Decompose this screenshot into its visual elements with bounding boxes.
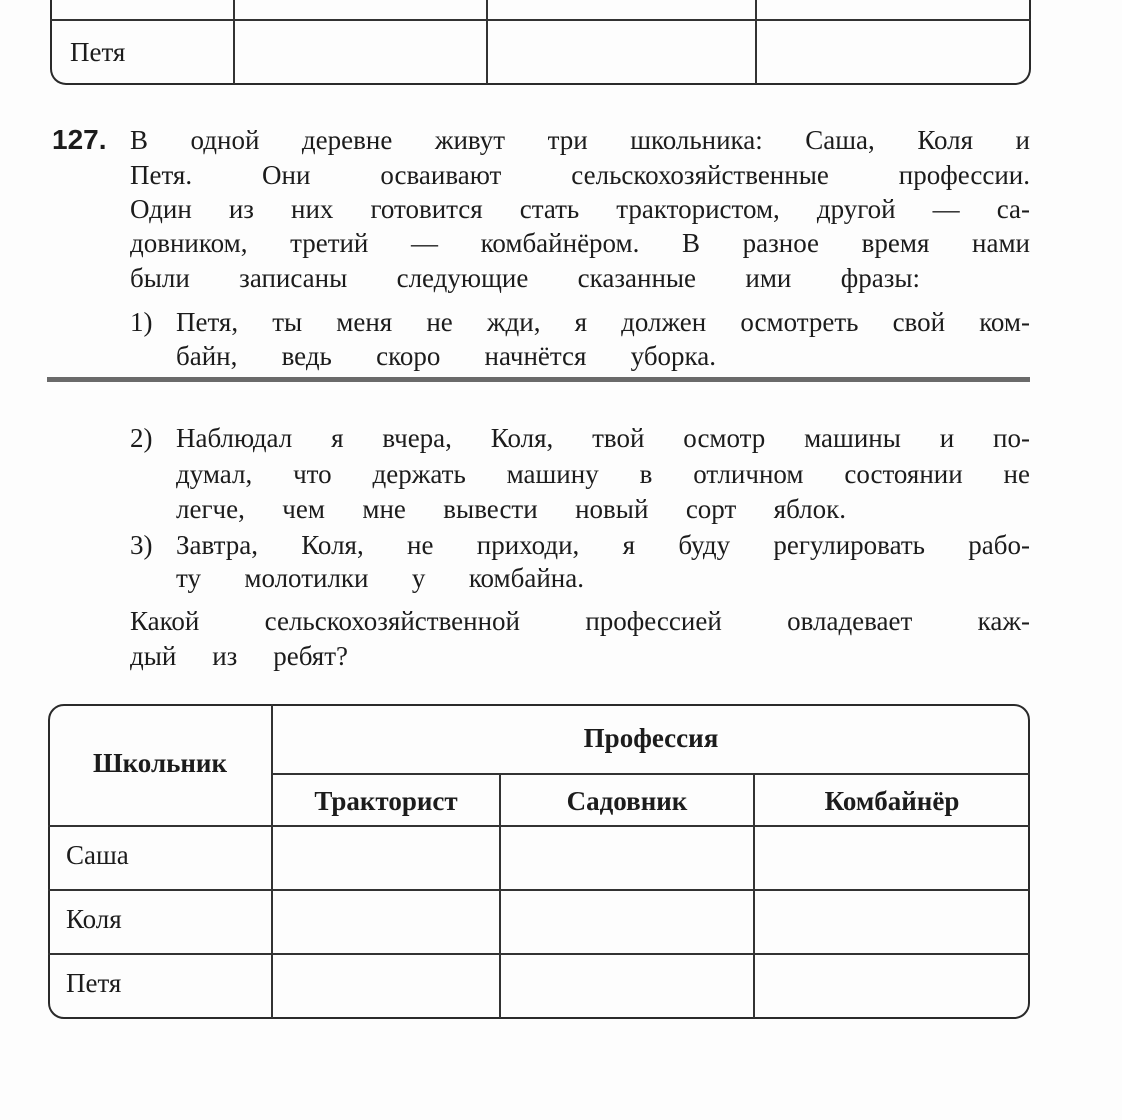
- header-tractor-driver: Тракторист: [314, 786, 458, 816]
- intro-line: В одной деревне живут три школьника: Саша, Коля и: [130, 125, 1030, 155]
- problem-number: 127.: [52, 124, 107, 155]
- statement-marker: 1): [130, 307, 153, 337]
- page-break-rule: [47, 377, 1030, 382]
- statement-line: думал, что держать машину в отличном состоянии не: [176, 459, 1030, 489]
- statement-marker: 3): [130, 530, 153, 560]
- intro-line: были записаны следующие сказанные ими фразы:: [130, 263, 920, 293]
- header-combine-operator: Комбайнёр: [824, 786, 960, 816]
- row-label: Петя: [70, 37, 126, 67]
- statement-line: ту молотилки у комбайна.: [176, 563, 584, 593]
- table-divider: [50, 19, 1031, 21]
- header-student: Школьник: [92, 748, 228, 778]
- row-label-kolya: Коля: [66, 904, 122, 934]
- intro-line: довником, третий — комбайнёром. В разное время нами: [130, 228, 1030, 258]
- table-divider: [48, 953, 1030, 955]
- header-profession: Профессия: [583, 723, 719, 753]
- statement-line: Наблюдал я вчера, Коля, твой осмотр машины и по-: [176, 423, 1030, 453]
- row-label-petya: Петя: [66, 968, 122, 998]
- statement-line: легче, чем мне вывести новый сорт яблок.: [176, 494, 846, 524]
- statement-line: Петя, ты меня не жди, я должен осмотреть свой ком-: [176, 307, 1030, 337]
- table-divider: [272, 773, 1030, 775]
- table-divider: [486, 0, 488, 84]
- table-divider: [233, 0, 235, 84]
- intro-line: Петя. Они осваивают сельскохозяйственные профессии.: [130, 160, 1030, 190]
- statement-line: байн, ведь скоро начнётся уборка.: [176, 341, 716, 371]
- statement-line: Завтра, Коля, не приходи, я буду регулировать рабо-: [176, 530, 1030, 560]
- question-line: дый из ребят?: [130, 641, 348, 671]
- table-divider: [48, 889, 1030, 891]
- table-divider: [48, 825, 1030, 827]
- previous-table: [50, 0, 1031, 85]
- question-line: Какой сельскохозяйственной профессией овладевает каж-: [130, 606, 1030, 636]
- table-divider: [755, 0, 757, 84]
- intro-line: Один из них готовится стать трактористом, другой — са-: [130, 194, 1030, 224]
- row-label-sasha: Саша: [66, 840, 129, 870]
- statement-marker: 2): [130, 423, 153, 453]
- header-gardener: Садовник: [566, 786, 688, 816]
